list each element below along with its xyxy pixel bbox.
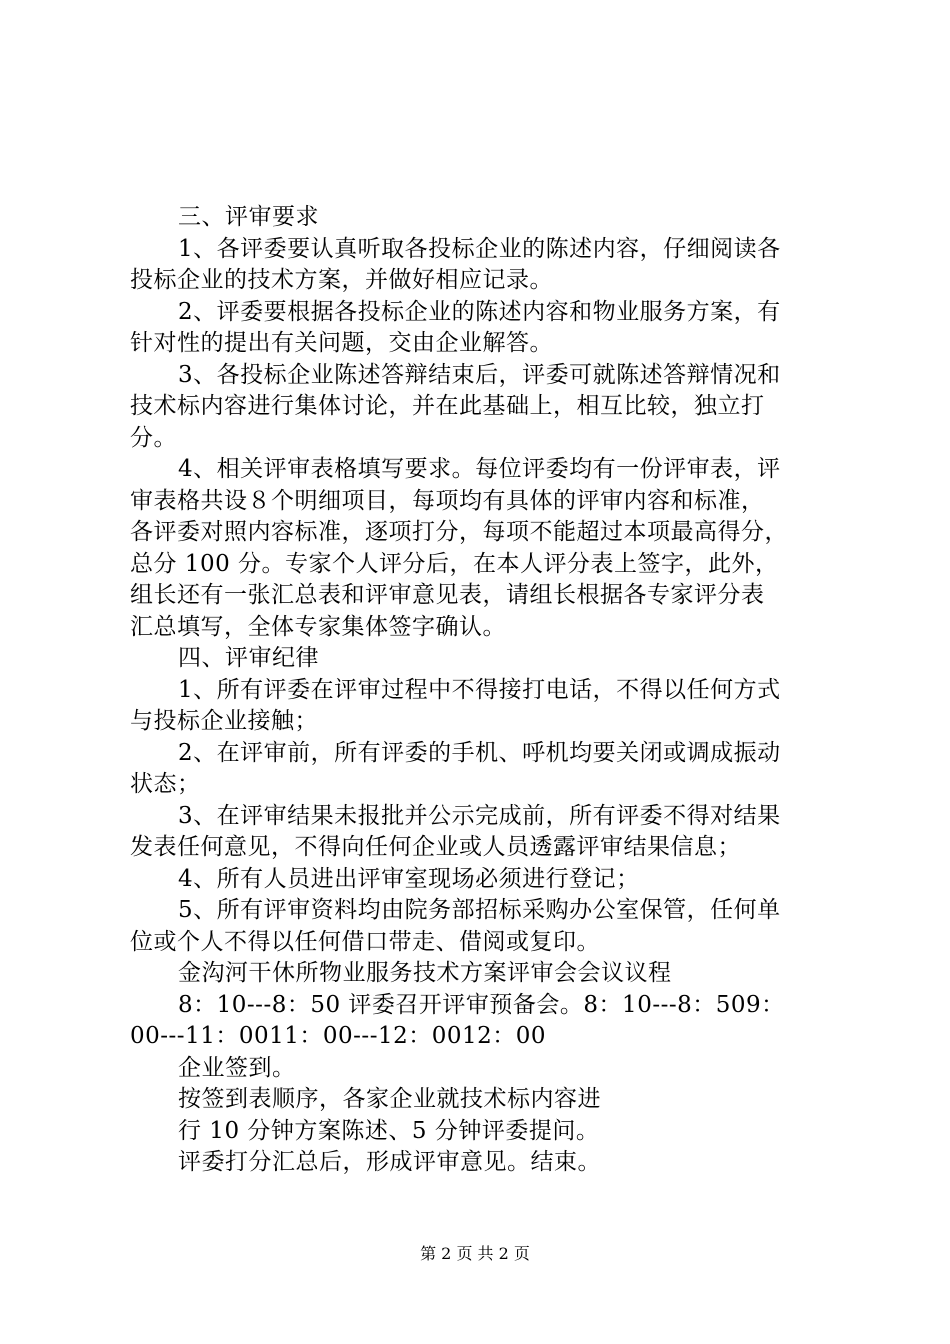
section-heading-requirements: 三、评审要求 [178, 204, 319, 230]
paragraph-line: 针对性的提出有关问题，交由企业解答。 [130, 330, 553, 356]
paragraph-line: 4、所有人员进出评审室现场必须进行登记； [178, 865, 640, 892]
paragraph-line: 组长还有一张汇总表和评审意见表，请组长根据各专家评分表 [130, 582, 765, 608]
paragraph-line: 技术标内容进行集体讨论，并在此基础上，相互比较，独立打 [130, 393, 765, 419]
document-body [130, 202, 830, 1179]
paragraph-line: 分。 [130, 424, 177, 451]
agenda-line: 行 10 分钟方案陈述、5 分钟评委提问。 [178, 1117, 600, 1144]
paragraph-line: 1、所有评委在评审过程中不得接打电话，不得以任何方式 [178, 676, 781, 703]
section-heading-discipline: 四、评审纪律 [178, 645, 319, 671]
paragraph-line: 位或个人不得以任何借口带走、借阅或复印。 [130, 928, 600, 955]
paragraph-line: 发表任何意见，不得向任何企业或人员透露评审结果信息； [130, 834, 741, 860]
paragraph-line: 投标企业的技术方案，并做好相应记录。 [130, 267, 553, 293]
paragraph-line: 汇总填写，全体专家集体签字确认。 [130, 613, 506, 640]
paragraph-line: 审表格共设８个明细项目，每项均有具体的评审内容和标准， [130, 487, 765, 514]
paragraph-line: 状态； [130, 771, 201, 797]
agenda-line: 按签到表顺序，各家企业就技术标内容进 [178, 1086, 601, 1112]
paragraph-line: 3、各投标企业陈述答辩结束后，评委可就陈述答辩情况和 [178, 361, 781, 388]
agenda-line: 企业签到。 [178, 1054, 296, 1081]
agenda-line: 评委打分汇总后，形成评审意见。结束。 [178, 1149, 601, 1175]
paragraph-line: 4、相关评审表格填写要求。每位评委均有一份评审表，评 [178, 456, 781, 482]
paragraph-line: 1、各评委要认真听取各投标企业的陈述内容，仔细阅读各 [178, 235, 781, 262]
agenda-title: 金沟河干休所物业服务技术方案评审会会议议程 [178, 960, 672, 986]
paragraph-line: 总分 100 分。专家个人评分后，在本人评分表上签字，此外， [130, 550, 779, 577]
paragraph-line: 5、所有评审资料均由院务部招标采购办公室保管，任何单 [178, 897, 781, 923]
agenda-line: 8：10---8：50 评委召开评审预备会。8：10---8：509： [178, 991, 785, 1018]
agenda-line: 00---11：0011：00---12：0012：00 [130, 1023, 547, 1049]
paragraph-line: 2、评委要根据各投标企业的陈述内容和物业服务方案，有 [178, 298, 781, 325]
paragraph-line: 各评委对照内容标准，逐项打分，每项不能超过本项最高得分， [130, 519, 788, 545]
paragraph-line: 2、在评审前，所有评委的手机、呼机均要关闭或调成振动 [178, 739, 781, 766]
paragraph-line: 与投标企业接触； [130, 708, 318, 734]
page-number-footer: 第 2 页 共 2 页 [420, 1244, 530, 1263]
paragraph-line: 3、在评审结果未报批并公示完成前，所有评委不得对结果 [178, 802, 781, 829]
